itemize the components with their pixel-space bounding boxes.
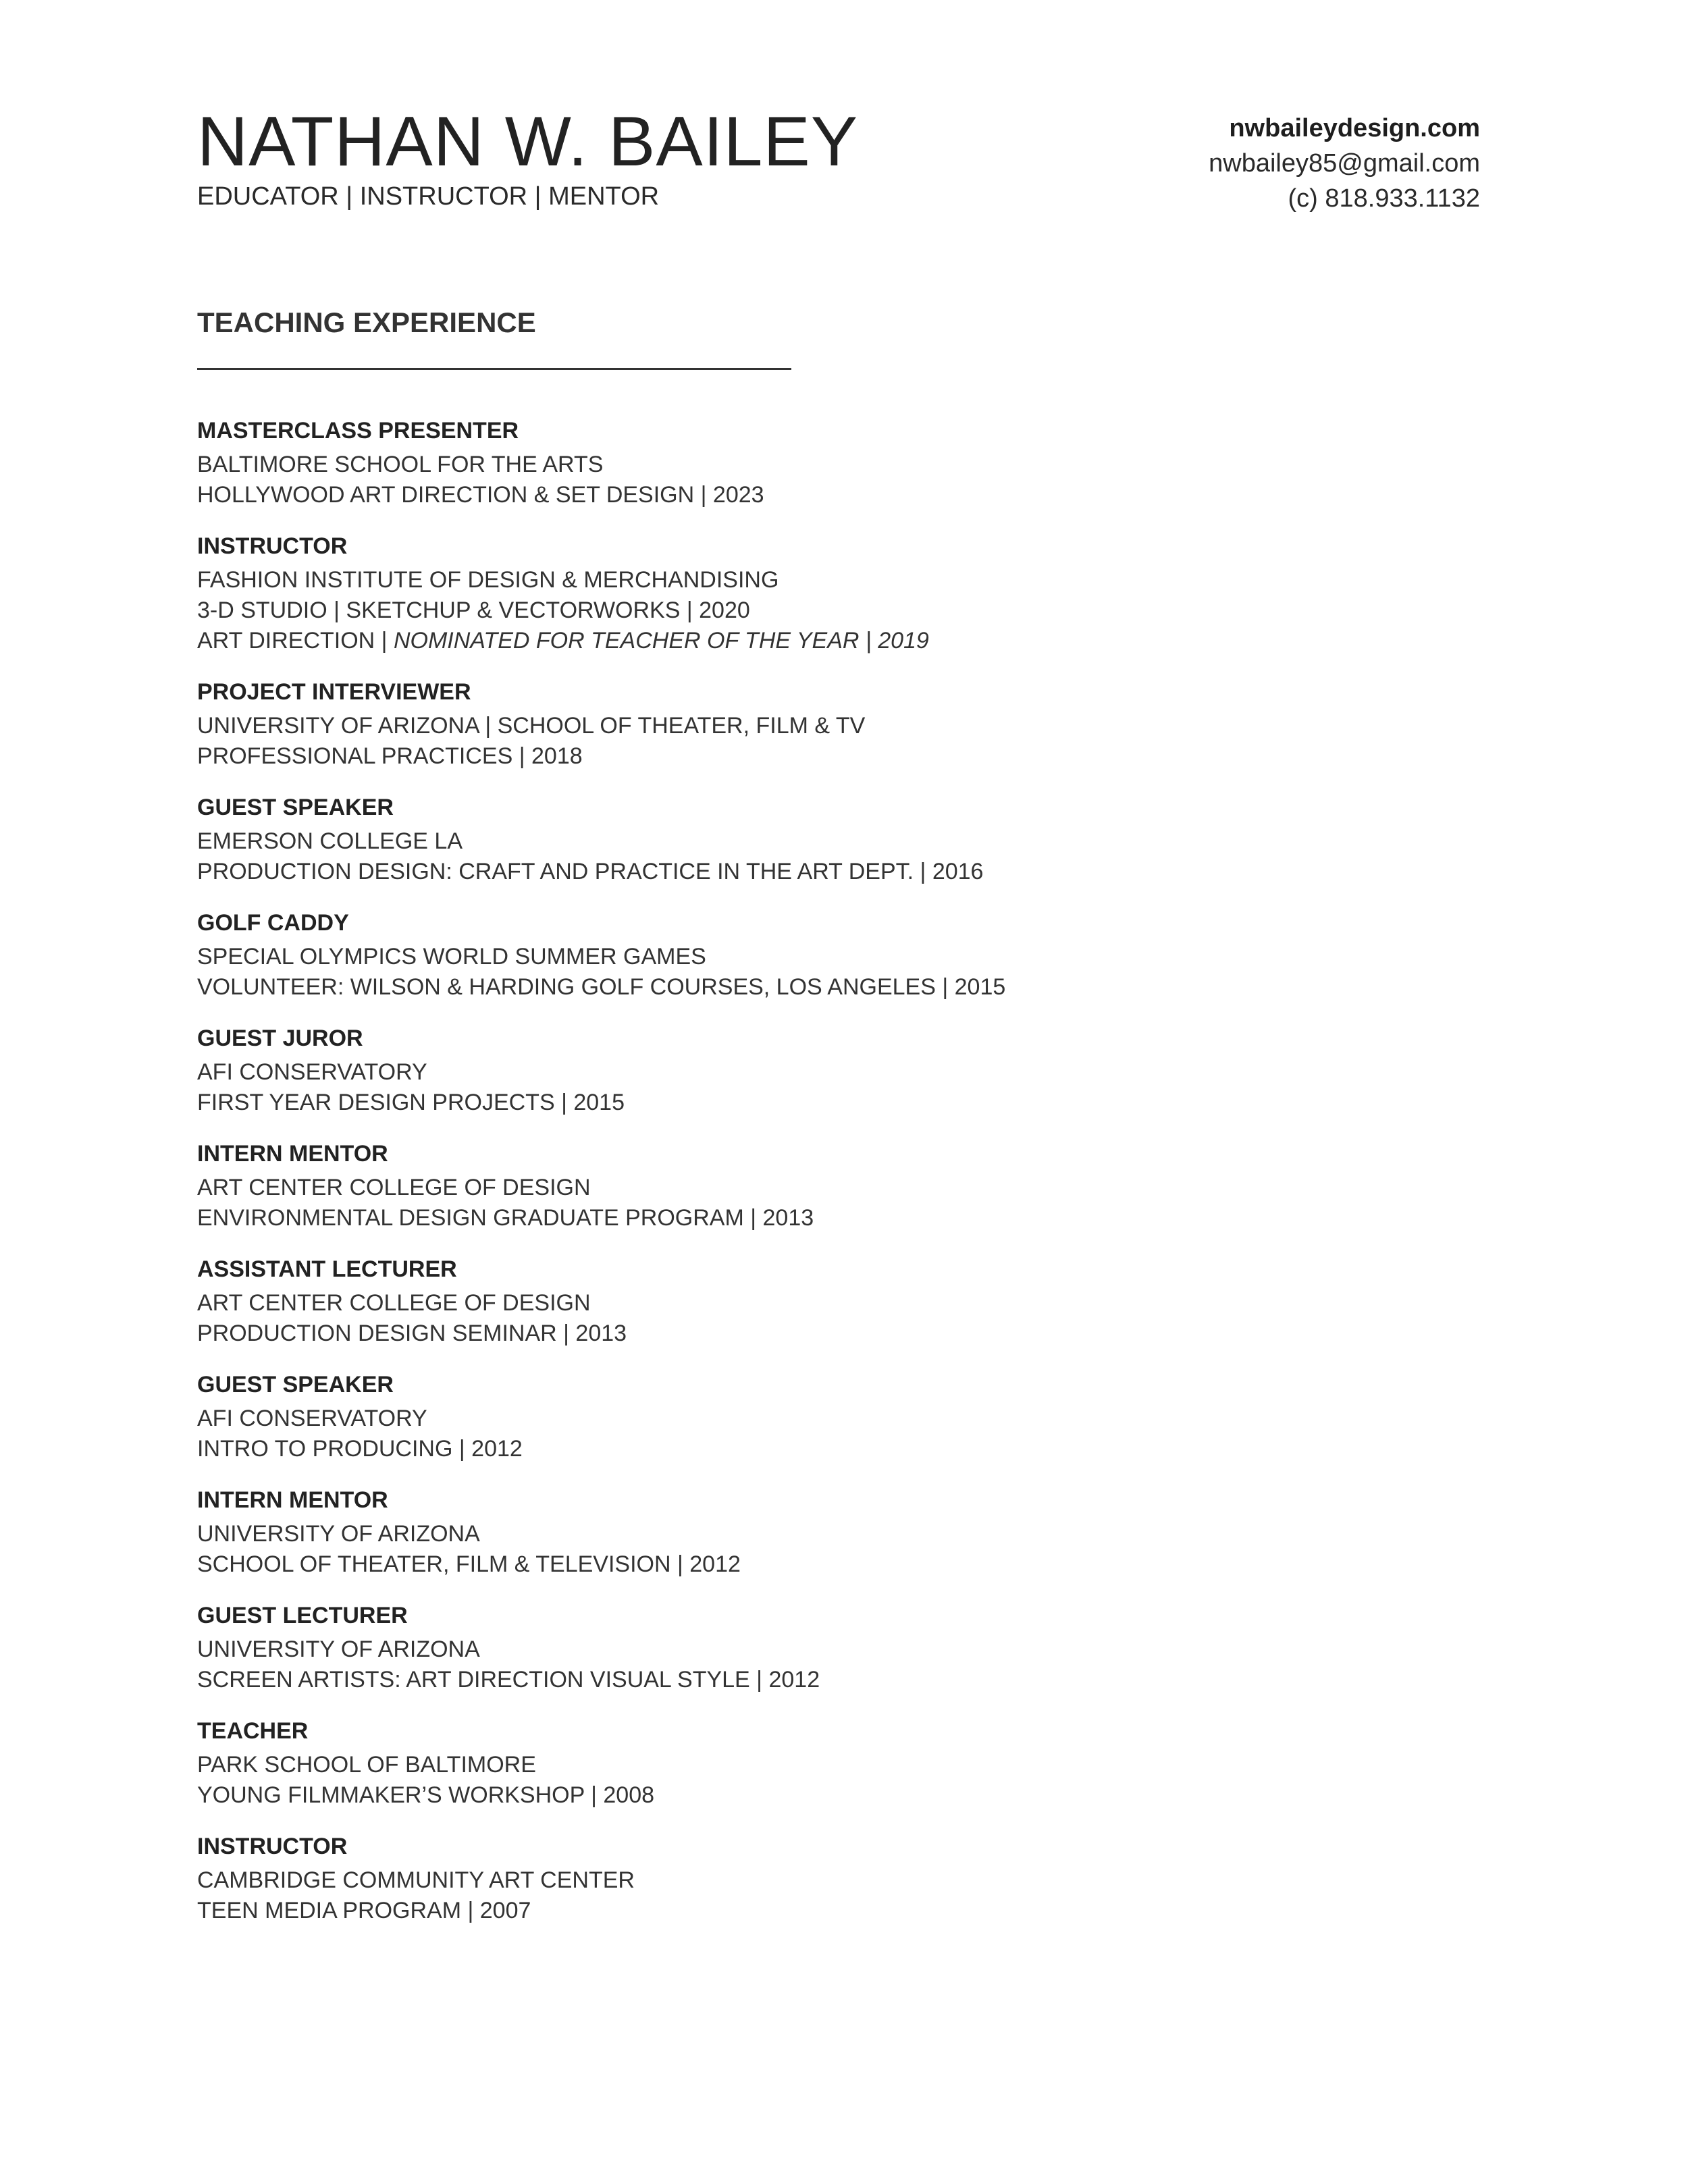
entry-detail-line [197,626,1413,656]
entry-role-title: MASTERCLASS PRESENTER [197,418,519,444]
website-link[interactable]: nwbaileydesign.com [1229,114,1480,142]
experience-entry [197,1135,1413,1233]
entry-detail-line: PRODUCTION DESIGN: CRAFT AND PRACTICE IN THE ART DEPT. | 2016 [197,859,984,884]
entry-detail-line: ART CENTER COLLEGE OF DESIGN [197,1290,591,1316]
entry-detail-line: VOLUNTEER: WILSON & HARDING GOLF COURSES, LOS ANGELES | 2015 [197,974,1006,1000]
entry-award-note: NOMINATED FOR TEACHER OF THE YEAR | 2019 [393,628,929,654]
entry-detail-line: EMERSON COLLEGE LA [197,828,463,854]
experience-entry [197,527,1413,656]
entry-detail-line: PARK SCHOOL OF BALTIMORE [197,1752,536,1778]
entry-detail-line: SPECIAL OLYMPICS WORLD SUMMER GAMES [197,944,706,969]
person-roles: EDUCATOR | INSTRUCTOR | MENTOR [197,182,660,211]
entry-role-title: INTERN MENTOR [197,1487,388,1513]
entry-detail-line: SCREEN ARTISTS: ART DIRECTION VISUAL STYLE | 2012 [197,1667,820,1693]
entry-detail-line: YOUNG FILMMAKER’S WORKSHOP | 2008 [197,1782,655,1808]
entry-role-title: INTERN MENTOR [197,1141,388,1167]
entry-detail-line: CAMBRIDGE COMMUNITY ART CENTER [197,1867,635,1893]
entry-role-title: ASSISTANT LECTURER [197,1256,457,1282]
entry-detail-line: SCHOOL OF THEATER, FILM & TELEVISION | 2012 [197,1551,741,1577]
experience-entry [197,1828,1413,1926]
entry-detail-line: PRODUCTION DESIGN SEMINAR | 2013 [197,1321,627,1346]
entry-role-title: TEACHER [197,1718,309,1744]
entry-detail-line: ART CENTER COLLEGE OF DESIGN [197,1175,591,1200]
entry-detail-line: UNIVERSITY OF ARIZONA | SCHOOL OF THEATER, FILM & TV [197,713,866,739]
section-title: TEACHING EXPERIENCE [197,307,536,338]
experience-entry [197,1597,1413,1695]
entry-detail-line: PROFESSIONAL PRACTICES | 2018 [197,743,583,769]
entry-role-title: GUEST SPEAKER [197,1372,394,1397]
entry-role-title: GOLF CADDY [197,910,349,936]
entry-role-title: PROJECT INTERVIEWER [197,679,471,705]
entry-detail-line: UNIVERSITY OF ARIZONA [197,1521,480,1547]
section-divider [197,368,791,370]
entry-detail-line: INTRO TO PRODUCING | 2012 [197,1436,523,1462]
experience-entry [197,904,1413,1003]
experience-entry [197,789,1413,887]
entry-detail-line: BALTIMORE SCHOOL FOR THE ARTS [197,452,604,477]
entry-detail-line: TEEN MEDIA PROGRAM | 2007 [197,1898,531,1923]
experience-entry [197,1481,1413,1580]
entry-detail-line: HOLLYWOOD ART DIRECTION & SET DESIGN | 2023 [197,482,764,508]
email-link[interactable]: nwbailey85@gmail.com [1209,149,1480,178]
experience-entry [197,1366,1413,1464]
entry-role-title: INSTRUCTOR [197,1834,348,1859]
entry-role-title: GUEST LECTURER [197,1603,408,1628]
entry-detail-line: AFI CONSERVATORY [197,1059,427,1085]
experience-entry [197,673,1413,772]
entry-detail-line: AFI CONSERVATORY [197,1406,427,1431]
phone-number: (c) 818.933.1132 [1288,184,1480,213]
entry-detail-line: FASHION INSTITUTE OF DESIGN & MERCHANDISING [197,567,779,593]
experience-entry [197,1712,1413,1811]
entry-detail-prefix: ART DIRECTION | [197,628,394,654]
entry-role-title: GUEST JUROR [197,1026,363,1051]
entry-detail-line: ENVIRONMENTAL DESIGN GRADUATE PROGRAM | 2013 [197,1205,814,1231]
resume-header [197,101,1480,223]
experience-list [197,412,1413,1943]
person-name: NATHAN W. BAILEY [197,103,859,181]
experience-entry [197,1250,1413,1349]
entry-detail-line: UNIVERSITY OF ARIZONA [197,1636,480,1662]
entry-role-title: GUEST SPEAKER [197,795,394,820]
entry-detail-line: 3-D STUDIO | SKETCHUP & VECTORWORKS | 2020 [197,597,750,623]
contact-block [1209,111,1480,216]
entry-detail-line: FIRST YEAR DESIGN PROJECTS | 2015 [197,1090,625,1115]
experience-entry [197,1019,1413,1118]
entry-role-title: INSTRUCTOR [197,533,348,559]
experience-entry [197,412,1413,510]
